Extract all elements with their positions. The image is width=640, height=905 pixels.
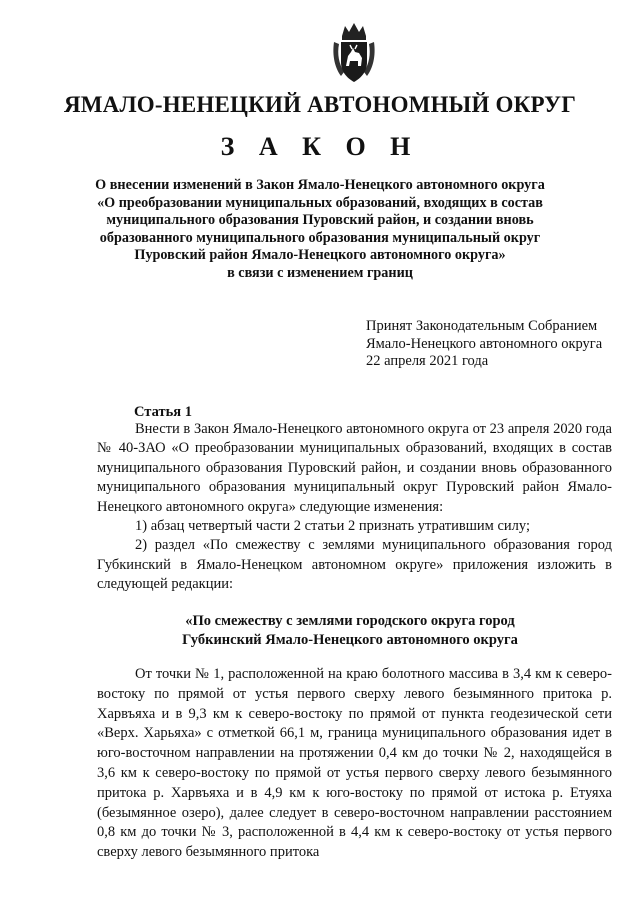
adoption-date: 22 апреля 2021 года <box>366 353 489 370</box>
article-body <box>97 420 612 595</box>
law-title-line: «О преобразовании муниципальных образований, входящих в состав <box>97 194 543 211</box>
article-heading: Статья 1 <box>134 404 192 420</box>
law-title-line: О внесении изменений в Закон Ямало-Ненецкого автономного округа <box>95 177 545 193</box>
section-title-line: «По смежеству с землями городского округа город <box>185 613 515 629</box>
law-title <box>90 177 550 283</box>
boundary-paragraph: От точки № 1, расположенной на краю болотного массива в 3,4 км к северо-востоку по прямой от устья первого сверху левого безымянного притока р. Харвъяха и в 9,3 км к северо-востоку по прямой от пункта геодезической сети «Верх. Харьяха» с отметкой 66,1 м, граница муниципального образования идет в юго-восточном направлении на протяжении 0,4 км до точки № 2, находящейся в 3,6 км к северо-востоку по прямой от устья первого сверху левого безымянного притока р. Харвъяха и в 4,9 км к юго-востоку по прямой от истока р. Етуяха (безымянное озеро), далее следует в северо-восточном направлении расстоянием 0,8 км до точки № 3, расположенной в 4,4 км к северо-востоку от устья первого сверху левого безымянного притока <box>97 666 612 861</box>
section-title-line: Губкинский Ямало-Ненецкого автономного округа <box>182 632 518 648</box>
law-title-line: муниципального образования Пуровский район, и создании вновь <box>106 212 534 229</box>
law-title-line: Пуровский район Ямало-Ненецкого автономного округа» <box>134 247 506 264</box>
document-type-heading: З А К О Н <box>220 132 420 161</box>
adoption-line: Принят Законодательным Собранием <box>366 318 598 334</box>
section-title <box>100 612 600 650</box>
article-paragraph: Внести в Закон Ямало-Ненецкого автономного округа от 23 апреля 2020 года № 40-ЗАО «О преобразовании муниципальных образований, входящих в состав муниципального образования Пуровский район, и создании вновь образованного муниципального образования муниципальный округ Пуровский район Ямало-Ненецкого автономного округа» следующие изменения: <box>97 421 612 515</box>
coat-of-arms-icon <box>331 22 377 84</box>
law-title-line: в связи с изменением границ <box>227 264 413 281</box>
adoption-line: Ямало-Ненецкого автономного округа <box>366 335 603 352</box>
article-paragraph: 1) абзац четвертый части 2 статьи 2 признать утратившим силу; <box>135 518 530 535</box>
article-paragraph: 2) раздел «По смежеству с землями муниципального образования город Губкинский в Ямало-Ненецком автономном округе» приложения изложить в следующей редакции: <box>97 537 612 593</box>
region-heading: ЯМАЛО-НЕНЕЦКИЙ АВТОНОМНЫЙ ОКРУГ <box>63 92 577 117</box>
boundary-description <box>97 665 612 863</box>
adoption-note <box>366 318 602 371</box>
law-title-line: образованного муниципального образования муниципальный округ <box>99 229 541 246</box>
